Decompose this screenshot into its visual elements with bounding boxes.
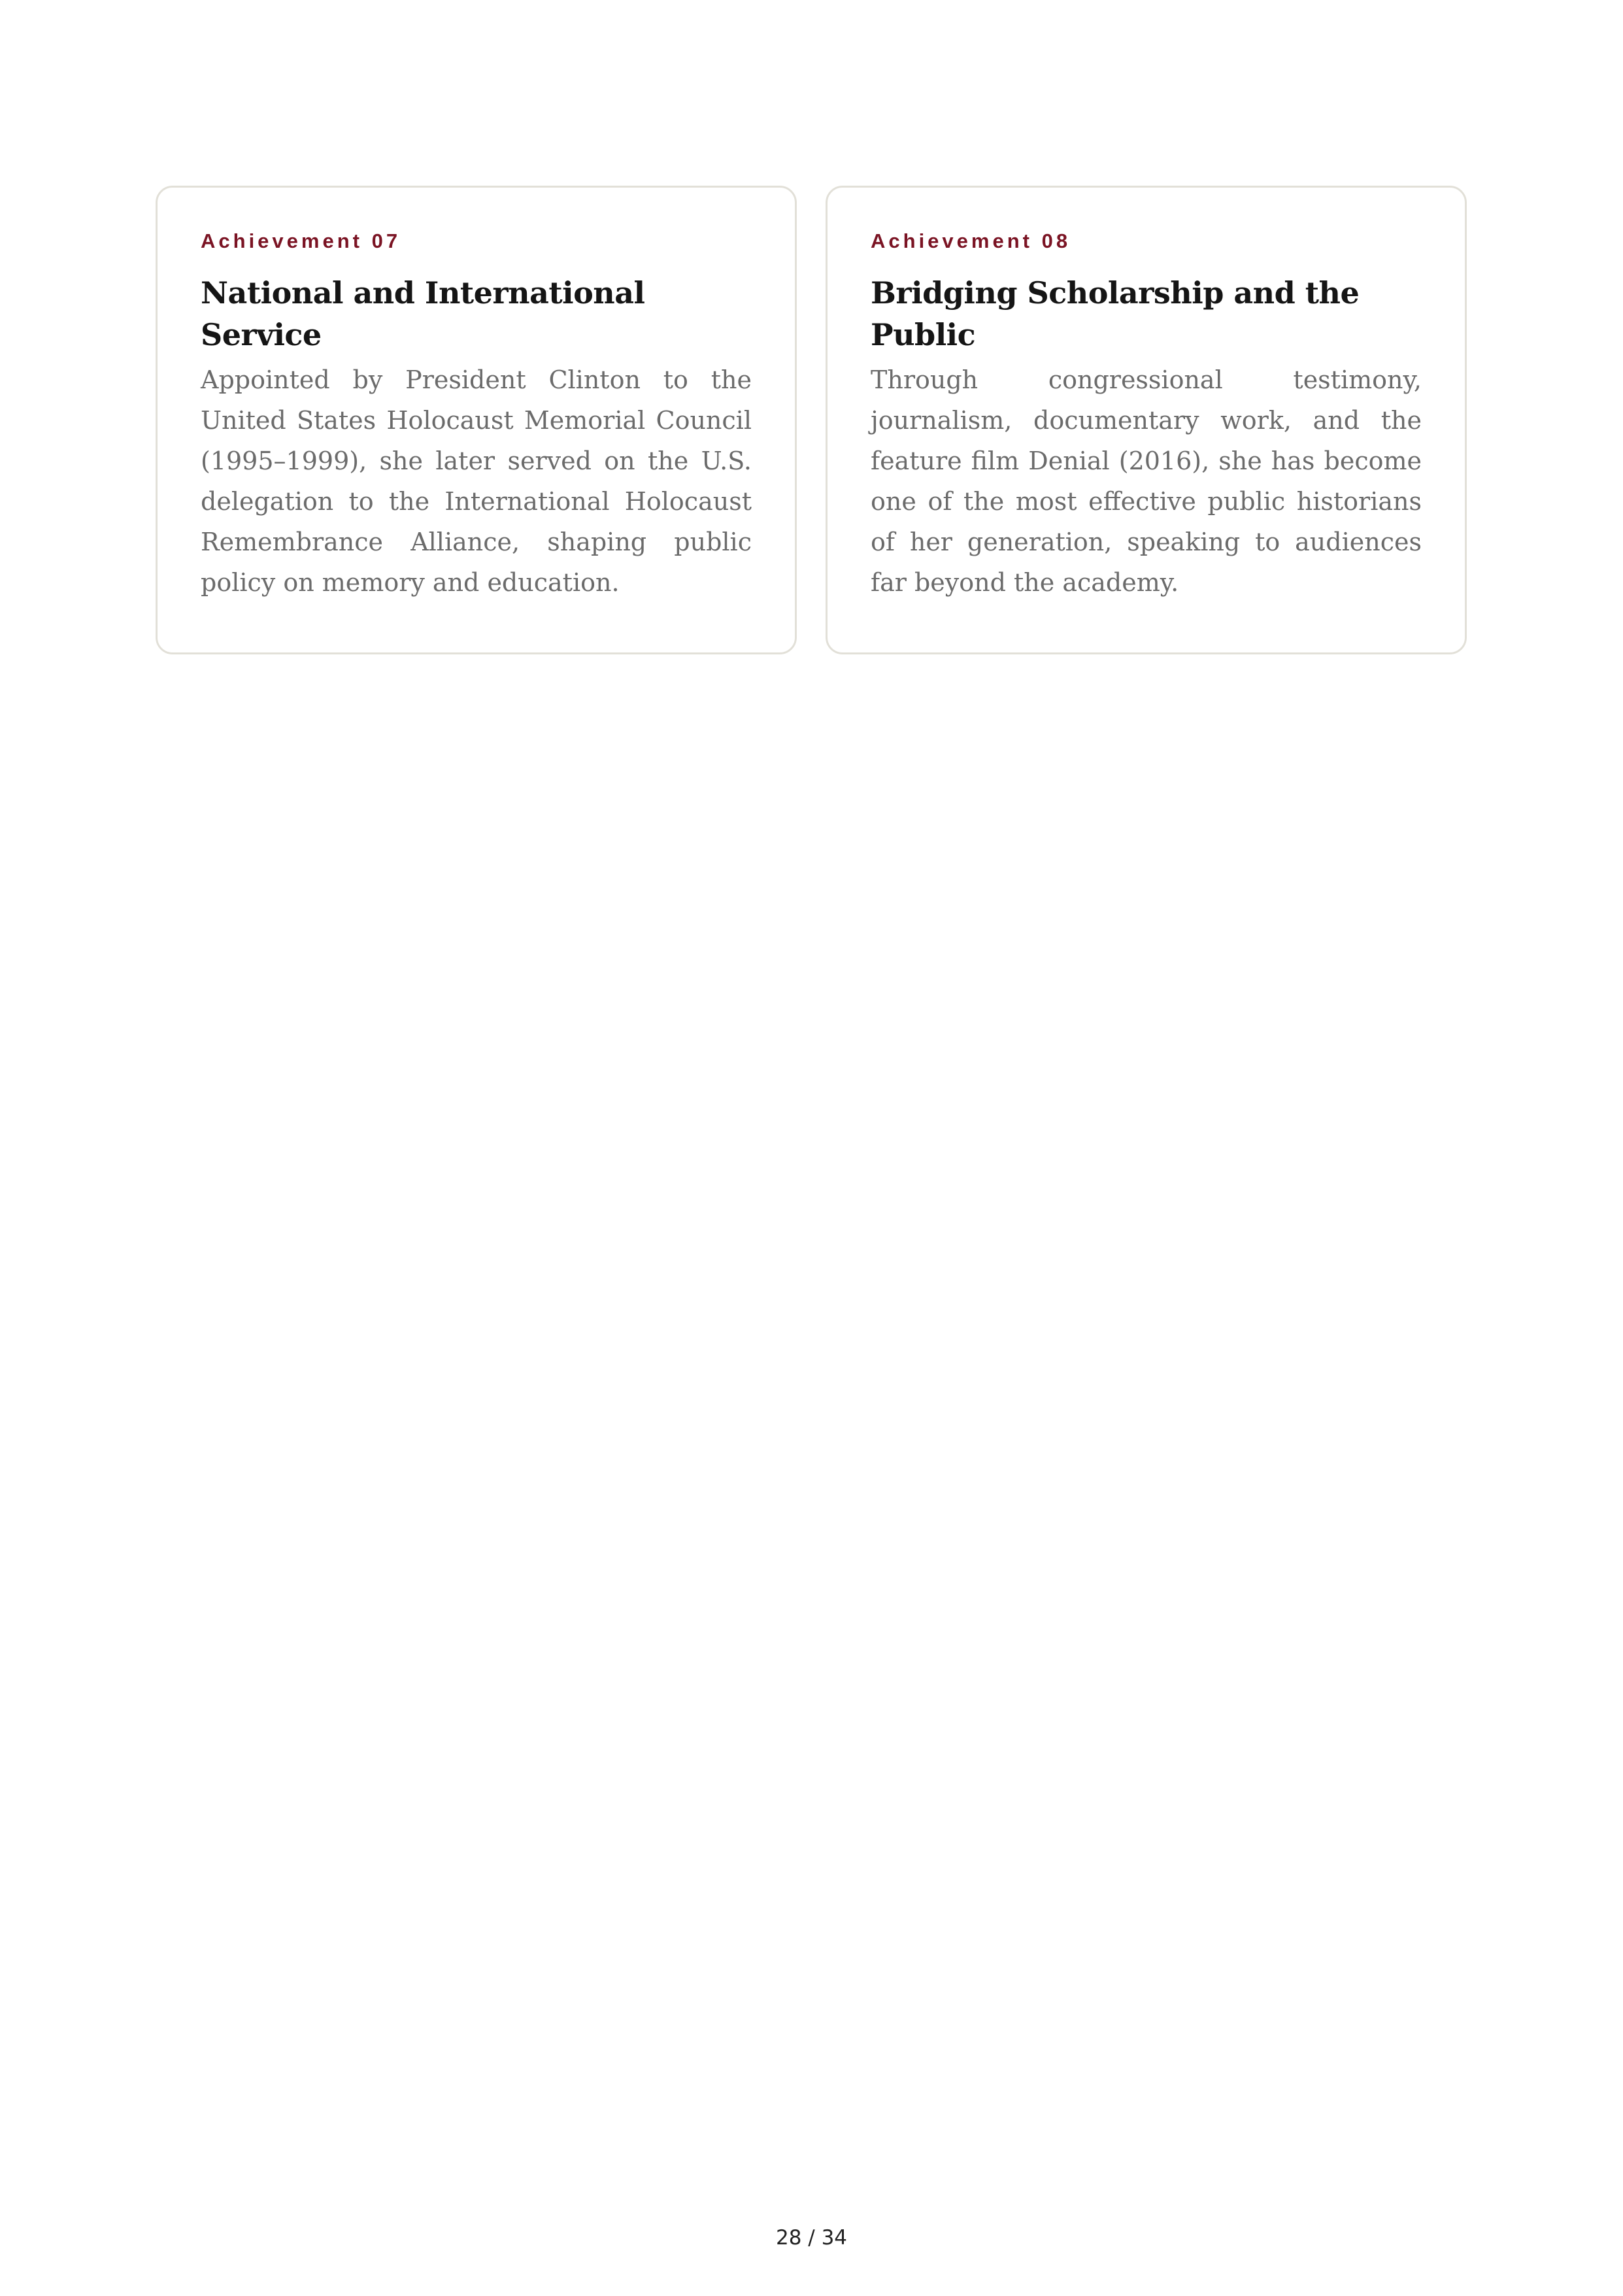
- page-number: 28 / 34: [775, 2226, 848, 2250]
- achievements-grid: [156, 186, 1467, 654]
- achievement-number: Achievement 08: [871, 229, 1071, 252]
- achievement-title: Bridging Scholarship and the Public: [871, 275, 1360, 352]
- achievement-description: Appointed by President Clinton to the United States Holocaust Memorial Council (1995–1999), she later served on the U.S. delegation to the International Holocaust Remembrance Alliance, shaping public policy on memory and education.: [201, 365, 752, 597]
- achievement-description: Through congressional testimony, journalism, documentary work, and the feature film Denial (2016), she has become one of the most effective public historians of her generation, speaking to audiences far beyond the academy.: [871, 365, 1422, 597]
- achievement-number: Achievement 07: [201, 229, 401, 252]
- achievement-card-07: [156, 186, 797, 654]
- achievement-title: National and International Service: [201, 275, 645, 352]
- achievement-card-08: [826, 186, 1467, 654]
